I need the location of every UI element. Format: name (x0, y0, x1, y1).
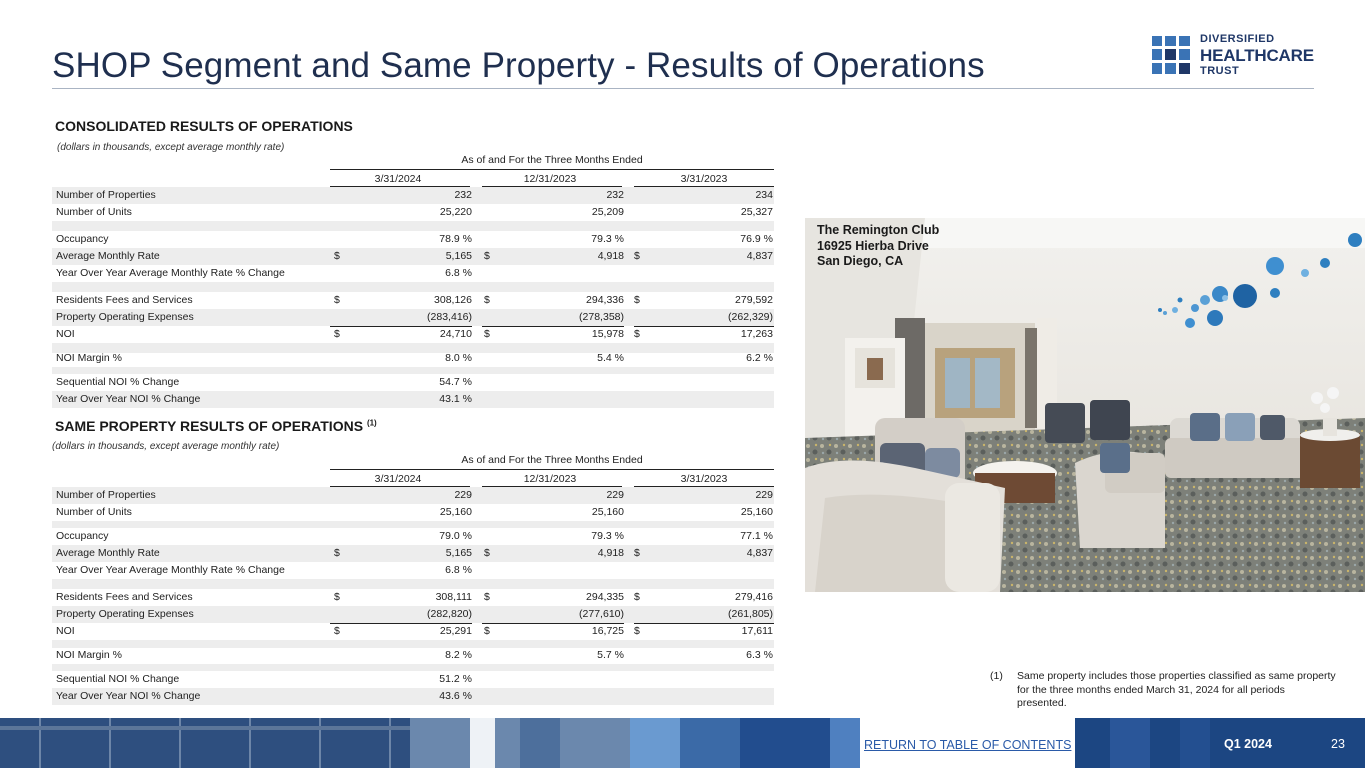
page-title: SHOP Segment and Same Property - Results of Operations (52, 46, 985, 85)
table-row (52, 309, 774, 326)
currency-symbol: $ (484, 328, 490, 340)
cell-value: 279,592 (735, 294, 773, 306)
column-header: 12/31/2023 (523, 473, 577, 485)
currency-symbol: $ (334, 625, 340, 637)
table-row (52, 647, 774, 664)
cell-value: 77.1 % (740, 530, 773, 542)
cell-value: 6.8 % (445, 267, 472, 279)
cell-value: 43.6 % (439, 690, 472, 702)
table-row (52, 265, 774, 282)
photo-caption (817, 223, 939, 270)
currency-symbol: $ (334, 591, 340, 603)
currency-symbol: $ (484, 250, 490, 262)
cell-value: 8.0 % (445, 352, 472, 364)
cell-value: 15,978 (591, 328, 624, 340)
row-label: Number of Properties (56, 189, 156, 201)
cell-value: 234 (755, 189, 773, 201)
cell-value: 5,165 (445, 250, 472, 262)
row-label: NOI Margin % (56, 649, 122, 661)
cell-value: 229 (606, 489, 624, 501)
cell-value: 5.4 % (597, 352, 624, 364)
cell-value: 4,918 (597, 250, 624, 262)
same-property-heading: SAME PROPERTY RESULTS OF OPERATIONS $^{(1)}$ (55, 418, 377, 434)
table-row (52, 504, 774, 521)
table-row (52, 187, 774, 204)
cell-value: (282,820) (427, 608, 472, 620)
cell-value: 6.3 % (746, 649, 773, 661)
table-row (52, 606, 774, 623)
spacer-row (52, 282, 774, 292)
table-row (52, 487, 774, 504)
cell-value: 43.1 % (439, 393, 472, 405)
currency-symbol: $ (484, 294, 490, 306)
spacer-row (52, 664, 774, 671)
caption-line: 16925 Hierba Drive (817, 238, 929, 253)
cell-value: 294,336 (586, 294, 624, 306)
cell-value: 79.0 % (439, 530, 472, 542)
table-row (52, 292, 774, 309)
row-label: NOI Margin % (56, 352, 122, 364)
currency-symbol: $ (634, 294, 640, 306)
row-label: Year Over Year NOI % Change (56, 690, 201, 702)
currency-symbol: $ (484, 625, 490, 637)
cell-value: 24,710 (439, 328, 472, 340)
row-label: Sequential NOI % Change (56, 376, 180, 388)
period-header: As of and For the Three Months Ended (461, 154, 643, 166)
cell-value: 5.7 % (597, 649, 624, 661)
cell-value: 54.7 % (439, 376, 472, 388)
currency-symbol: $ (634, 591, 640, 603)
row-label: Year Over Year Average Monthly Rate % Change (56, 267, 285, 279)
cell-value: 5,165 (445, 547, 472, 559)
cell-value: 8.2 % (445, 649, 472, 661)
row-label: Average Monthly Rate (56, 547, 160, 559)
cell-value: 79.3 % (591, 233, 624, 245)
currency-symbol: $ (634, 547, 640, 559)
lounge-illustration (805, 218, 1365, 592)
footer-bar (0, 718, 1365, 768)
column-header: 12/31/2023 (523, 173, 577, 185)
cell-value: 4,918 (597, 547, 624, 559)
row-label: Number of Units (56, 506, 132, 518)
quarter-label: Q1 2024 (1224, 737, 1272, 751)
table-row (52, 528, 774, 545)
caption-line: San Diego, CA (817, 254, 904, 268)
currency-symbol: $ (334, 328, 340, 340)
table-row-total (52, 326, 774, 343)
cell-value: 232 (454, 189, 472, 201)
cell-value: 25,220 (439, 206, 472, 218)
cell-value: 25,160 (591, 506, 624, 518)
cell-value: 78.9 % (439, 233, 472, 245)
currency-symbol: $ (334, 294, 340, 306)
row-label: Property Operating Expenses (56, 608, 194, 620)
row-label: NOI (56, 328, 75, 340)
cell-value: 17,263 (740, 328, 773, 340)
return-to-toc-link[interactable]: RETURN TO TABLE OF CONTENTS (864, 738, 1072, 752)
currency-symbol: $ (484, 547, 490, 559)
logo-text-line1: DIVERSIFIED (1200, 33, 1275, 45)
column-header: 3/31/2023 (680, 473, 728, 485)
table-row (52, 350, 774, 367)
logo-text-line3: TRUST (1200, 65, 1240, 77)
table-row (52, 688, 774, 705)
table-row (52, 248, 774, 265)
cell-value: 229 (755, 489, 773, 501)
row-label: Property Operating Expenses (56, 311, 194, 323)
footer-banner-graphic (0, 718, 1365, 768)
cell-value: 232 (606, 189, 624, 201)
cell-value: 16,725 (591, 625, 624, 637)
currency-symbol: $ (484, 591, 490, 603)
cell-value: 76.9 % (740, 233, 773, 245)
cell-value: 6.2 % (746, 352, 773, 364)
table-row (52, 562, 774, 579)
row-label: Year Over Year Average Monthly Rate % Change (56, 564, 285, 576)
currency-symbol: $ (334, 547, 340, 559)
title-divider (52, 88, 1314, 89)
page-number: 23 (1331, 737, 1345, 751)
cell-value: 4,837 (746, 547, 773, 559)
row-label: Residents Fees and Services (56, 294, 193, 306)
spacer-row (52, 367, 774, 374)
cell-value: 25,209 (591, 206, 624, 218)
table-row (52, 391, 774, 408)
cell-value: 308,111 (435, 591, 472, 603)
spacer-row (52, 521, 774, 528)
column-header: 3/31/2023 (680, 173, 728, 185)
consolidated-heading: CONSOLIDATED RESULTS OF OPERATIONS (55, 118, 353, 134)
table-row (52, 374, 774, 391)
logo-text-line2: HEALTHCARE (1200, 46, 1314, 65)
row-label: Residents Fees and Services (56, 591, 193, 603)
cell-value: (261,805) (728, 608, 773, 620)
caption-line: The Remington Club (817, 223, 940, 237)
cell-value: 25,160 (740, 506, 773, 518)
cell-value: 51.2 % (439, 673, 472, 685)
table-row (52, 204, 774, 221)
row-label: Sequential NOI % Change (56, 673, 180, 685)
property-photo (805, 218, 1365, 592)
table-row (52, 589, 774, 606)
cell-value: 279,416 (735, 591, 773, 603)
column-header: 3/31/2024 (374, 173, 422, 185)
period-header: As of and For the Three Months Ended (461, 454, 643, 466)
row-label: Number of Units (56, 206, 132, 218)
row-label: Occupancy (56, 233, 109, 245)
currency-symbol: $ (334, 250, 340, 262)
cell-value: 25,327 (740, 206, 773, 218)
logo-mark-icon (1152, 36, 1190, 74)
currency-symbol: $ (634, 625, 640, 637)
same-property-note: (dollars in thousands, except average monthly rate) (52, 441, 280, 452)
cell-value: 79.3 % (591, 530, 624, 542)
row-label: Year Over Year NOI % Change (56, 393, 201, 405)
cell-value: (283,416) (427, 311, 472, 323)
consolidated-note: (dollars in thousands, except average monthly rate) (57, 142, 285, 153)
period-rule (330, 169, 774, 170)
table-row (52, 545, 774, 562)
table-row-total (52, 623, 774, 640)
cell-value: (277,610) (579, 608, 624, 620)
cell-value: 25,291 (439, 625, 472, 637)
currency-symbol: $ (634, 250, 640, 262)
column-header: 3/31/2024 (374, 473, 422, 485)
cell-value: 6.8 % (445, 564, 472, 576)
cell-value: (278,358) (579, 311, 624, 323)
footnote-number: (1) (990, 670, 1003, 682)
row-label: Number of Properties (56, 489, 156, 501)
cell-value: 308,126 (434, 294, 472, 306)
row-label: Occupancy (56, 530, 109, 542)
row-label: NOI (56, 625, 75, 637)
cell-value: 25,160 (439, 506, 472, 518)
footnote-text: Same property includes those properties classified as same property for the three months ended March 31, 2024 for all periods presented. (1017, 670, 1336, 709)
company-logo (1152, 34, 1317, 76)
row-label: Average Monthly Rate (56, 250, 160, 262)
table-row (52, 671, 774, 688)
currency-symbol: $ (634, 328, 640, 340)
table-row (52, 231, 774, 248)
spacer-row (52, 221, 774, 231)
cell-value: 4,837 (746, 250, 773, 262)
cell-value: (262,329) (728, 311, 773, 323)
period-rule (330, 469, 774, 470)
cell-value: 17,611 (741, 625, 773, 637)
spacer-row (52, 579, 774, 589)
cell-value: 294,335 (586, 591, 624, 603)
cell-value: 229 (454, 489, 472, 501)
footnote-ref: (1) (366, 418, 377, 428)
